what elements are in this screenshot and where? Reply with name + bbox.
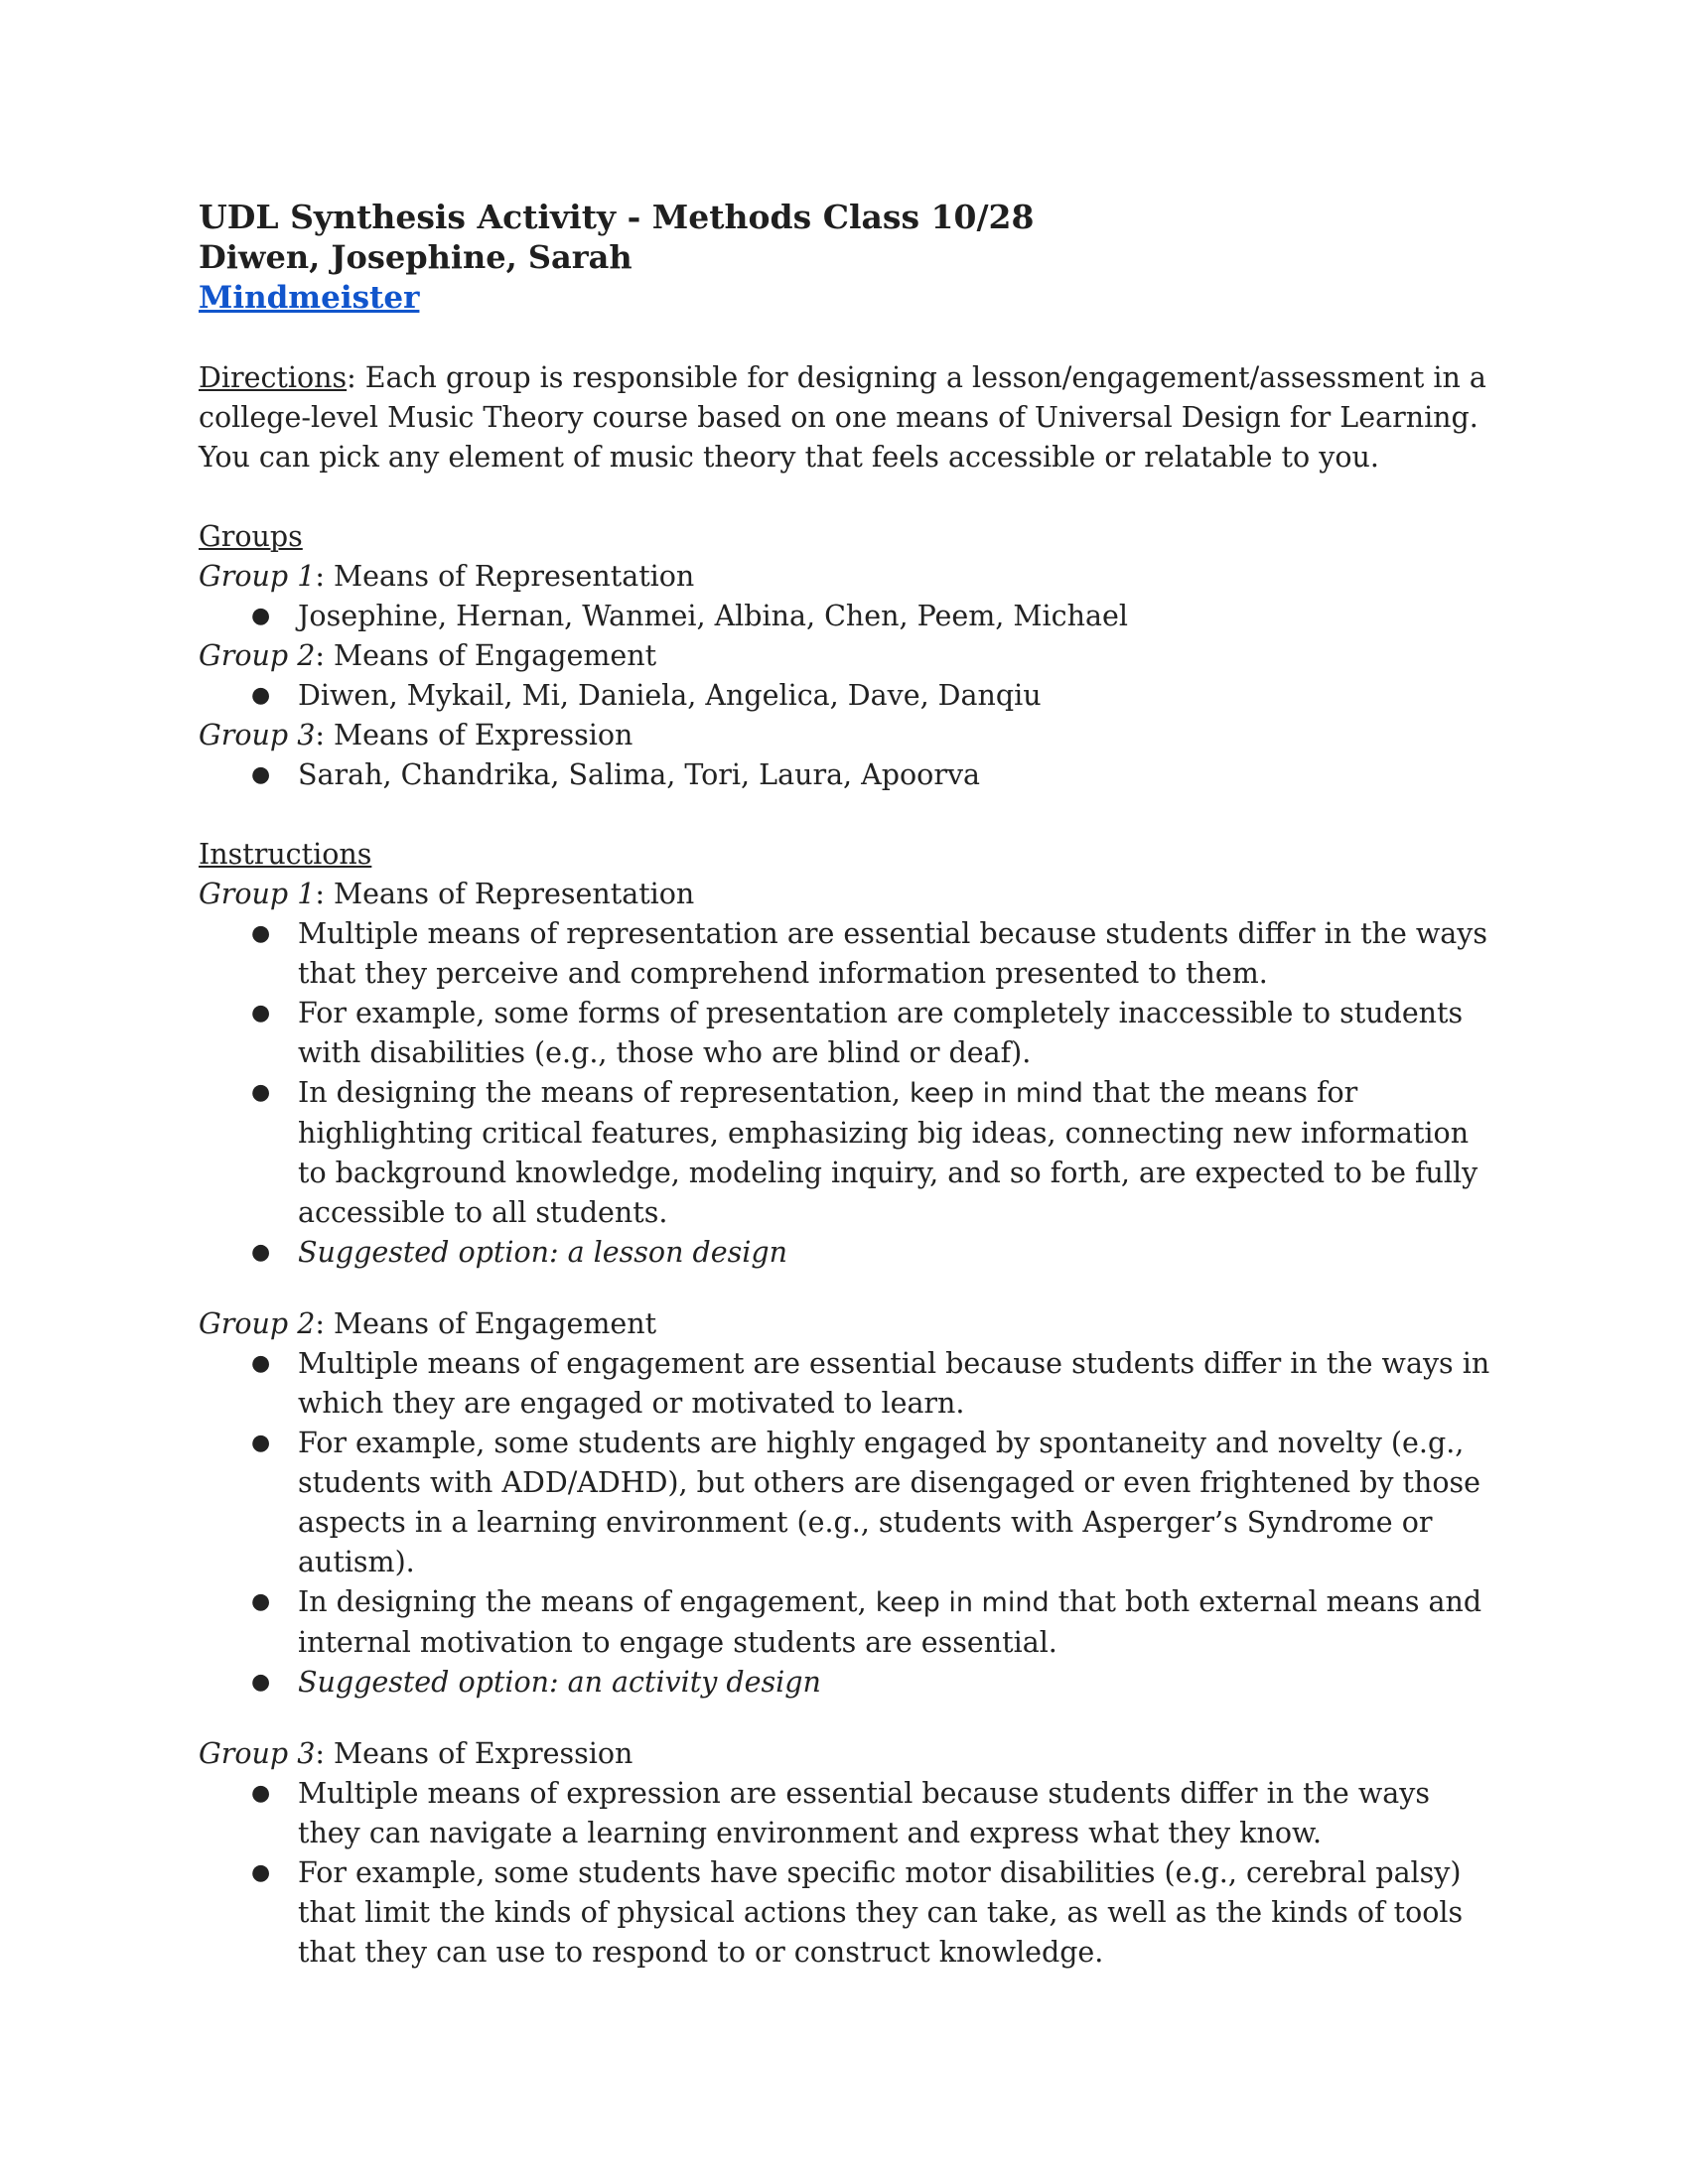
instructions-group-2-means: : Means of Engagement	[315, 1307, 657, 1340]
instructions-section	[199, 835, 1499, 1973]
list-item: ● Suggested option: an activity design	[199, 1663, 1499, 1703]
group-1-members-list	[199, 597, 1499, 636]
mindmeister-link[interactable]: Mindmeister	[199, 280, 420, 316]
instructions-group-3-means: : Means of Expression	[315, 1737, 633, 1770]
group-3-means: : Means of Expression	[315, 719, 633, 751]
group-2-members-list	[199, 676, 1499, 716]
directions-paragraph	[199, 358, 1499, 478]
group-3-heading	[199, 716, 1499, 755]
bullet-text: In designing the means of representation,	[298, 1076, 911, 1109]
list-item: ● For example, some forms of presentation are completely inaccessible to students with disabilities (e.g., those who are blind or deaf).	[199, 994, 1499, 1073]
group-2-heading	[199, 636, 1499, 676]
group-1-label: Group 1	[199, 560, 316, 593]
instructions-group-1-heading	[199, 875, 1499, 914]
instructions-group-2-list	[199, 1344, 1499, 1703]
instructions-group-2-heading	[199, 1304, 1499, 1344]
instructions-group-1-list	[199, 914, 1499, 1273]
directions-label: Directions	[199, 361, 348, 394]
list-item: ● For example, some students are highly engaged by spontaneity and novelty (e.g., students with ADD/ADHD), but others are disengaged or even frightened by those aspects in a learning environment (e.g., students with Asperger’s Syndrome or autism).	[199, 1424, 1499, 1582]
directions-text: : Each group is responsible for designing a lesson/engagement/assessment in a college-level Music Theory course based on one means of Universal Design for Learning. You can pick any element of music theory that feels accessible or relatable to you.	[199, 361, 1486, 474]
keep-in-mind-text: keep in mind	[875, 1587, 1050, 1618]
list-item: ● Multiple means of representation are essential because students differ in the ways that they perceive and comprehend information presented to them.	[199, 914, 1499, 994]
list-item: ● Josephine, Hernan, Wanmei, Albina, Chen, Peem, Michael	[199, 597, 1499, 636]
bullet-text: that the means for highlighting critical features, emphasizing big ideas, connecting new information to background knowledge, modeling inquiry, and so forth, are expected to be fully accessible to all students.	[298, 1076, 1478, 1229]
instructions-heading: Instructions	[199, 838, 372, 871]
list-item: ● Suggested option: a lesson design	[199, 1233, 1499, 1273]
group-1-heading	[199, 557, 1499, 597]
instructions-group-3-heading	[199, 1734, 1499, 1774]
list-item: ● Diwen, Mykail, Mi, Daniela, Angelica, Dave, Danqiu	[199, 676, 1499, 716]
group-2-label: Group 2	[199, 639, 316, 672]
list-item	[199, 1582, 1499, 1663]
instructions-group-3-label: Group 3	[199, 1737, 316, 1770]
keep-in-mind-text: keep in mind	[910, 1078, 1083, 1109]
list-item	[199, 1073, 1499, 1233]
bullet-text: In designing the means of engagement,	[298, 1585, 876, 1618]
group-3-members-list	[199, 755, 1499, 795]
document-authors: Diwen, Josephine, Sarah	[199, 238, 633, 276]
group-1-means: : Means of Representation	[315, 560, 695, 593]
instructions-group-1-label: Group 1	[199, 878, 316, 910]
instructions-group-1-means: : Means of Representation	[315, 878, 695, 910]
groups-heading: Groups	[199, 520, 303, 553]
groups-section	[199, 517, 1499, 795]
group-2-means: : Means of Engagement	[315, 639, 657, 672]
list-item: ● For example, some students have specific motor disabilities (e.g., cerebral palsy) that limit the kinds of physical actions they can take, as well as the kinds of tools that they can use to respond to or construct knowledge.	[199, 1853, 1499, 1973]
bullet-text: that both external means and internal motivation to engage students are essential.	[298, 1585, 1482, 1659]
list-item: ● Multiple means of expression are essential because students differ in the ways they can navigate a learning environment and express what they know.	[199, 1774, 1499, 1853]
instructions-group-2-label: Group 2	[199, 1307, 316, 1340]
group-3-label: Group 3	[199, 719, 316, 751]
list-item: ● Multiple means of engagement are essential because students differ in the ways in which they are engaged or motivated to learn.	[199, 1344, 1499, 1424]
instructions-group-3-list	[199, 1774, 1499, 1973]
document-title: UDL Synthesis Activity - Methods Class 10/28	[199, 198, 1035, 236]
list-item: ● Sarah, Chandrika, Salima, Tori, Laura, Apoorva	[199, 755, 1499, 795]
